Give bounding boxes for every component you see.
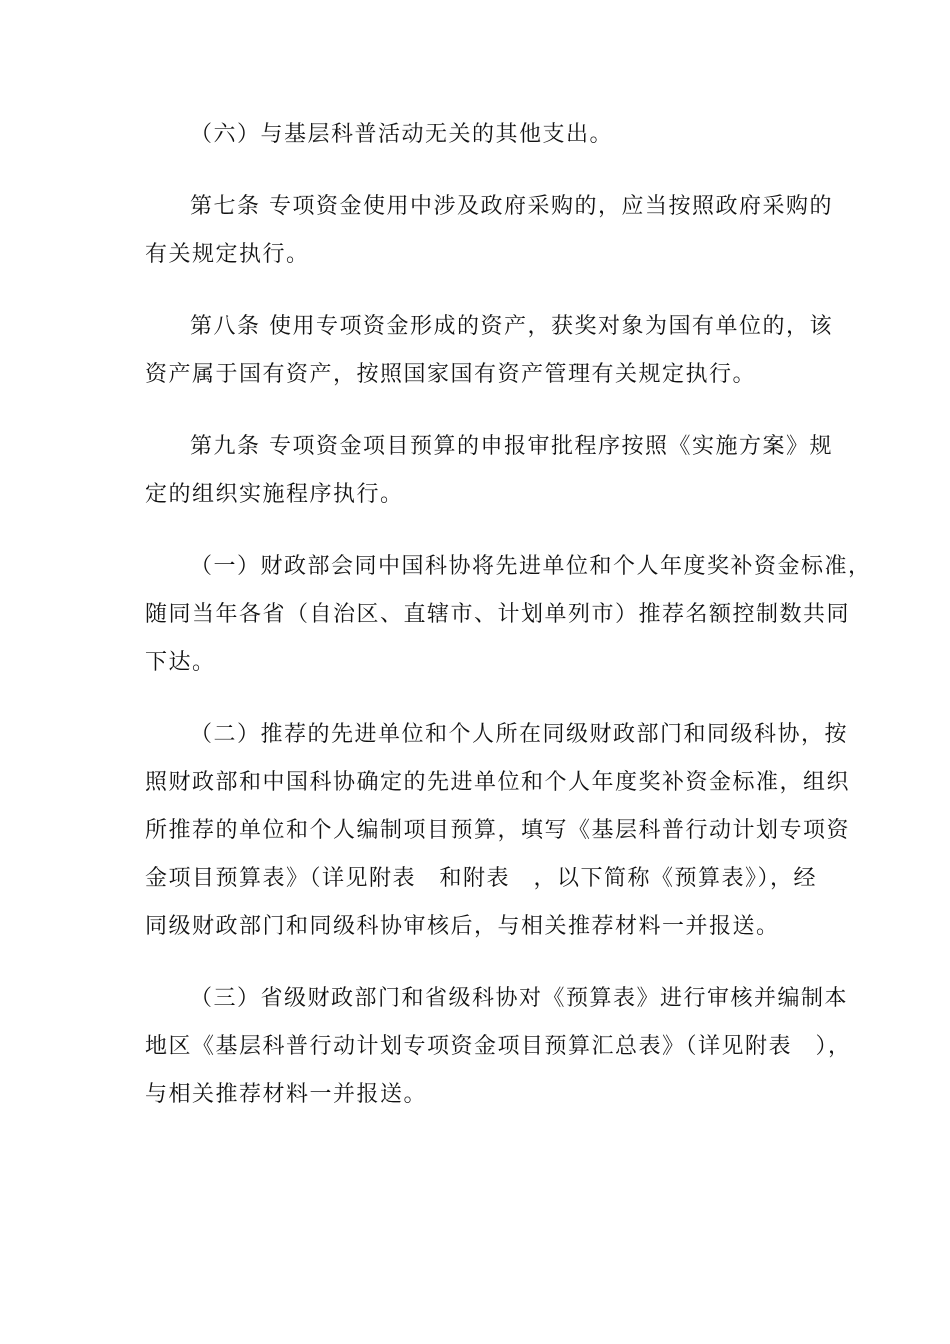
paragraph-7-line-2: 地区《基层科普行动计划专项资金项目预算汇总表》（详见附表 ）， bbox=[145, 1034, 852, 1059]
paragraph-6-line-4: 金项目预算表》（详见附表 和附表 ，以下简称《预算表》），经 bbox=[145, 866, 818, 891]
paragraph-4-line-1: 第九条 专项资金项目预算的申报审批程序按照《实施方案》规 bbox=[190, 434, 833, 459]
paragraph-5-line-2: 随同当年各省（自治区、直辖市、计划单列市）推荐名额控制数共同 bbox=[145, 602, 851, 627]
paragraph-5-line-1: （一）财政部会同中国科协将先进单位和个人年度奖补资金标准， bbox=[190, 554, 872, 579]
paragraph-1-line-1: （六）与基层科普活动无关的其他支出。 bbox=[190, 122, 614, 147]
paragraph-2-line-2: 有关规定执行。 bbox=[145, 242, 310, 267]
paragraph-4-line-2: 定的组织实施程序执行。 bbox=[145, 482, 404, 507]
paragraph-5-line-3: 下达。 bbox=[145, 650, 216, 675]
paragraph-7-line-3: 与相关推荐材料一并报送。 bbox=[145, 1082, 428, 1107]
paragraph-6-line-2: 照财政部和中国科协确定的先进单位和个人年度奖补资金标准，组织 bbox=[145, 770, 851, 795]
paragraph-3-line-2: 资产属于国有资产，按照国家国有资产管理有关规定执行。 bbox=[145, 362, 757, 387]
paragraph-7-line-1: （三）省级财政部门和省级科协对《预算表》进行审核并编制本 bbox=[190, 986, 849, 1011]
paragraph-6-line-1: （二）推荐的先进单位和个人所在同级财政部门和同级科协，按 bbox=[190, 722, 849, 747]
paragraph-3-line-1: 第八条 使用专项资金形成的资产，获奖对象为国有单位的，该 bbox=[190, 314, 833, 339]
paragraph-2-line-1: 第七条 专项资金使用中涉及政府采购的，应当按照政府采购的 bbox=[190, 194, 833, 219]
paragraph-6-line-5: 同级财政部门和同级科协审核后，与相关推荐材料一并报送。 bbox=[145, 914, 780, 939]
paragraph-6-line-3: 所推荐的单位和个人编制项目预算，填写《基层科普行动计划专项资 bbox=[145, 818, 851, 843]
